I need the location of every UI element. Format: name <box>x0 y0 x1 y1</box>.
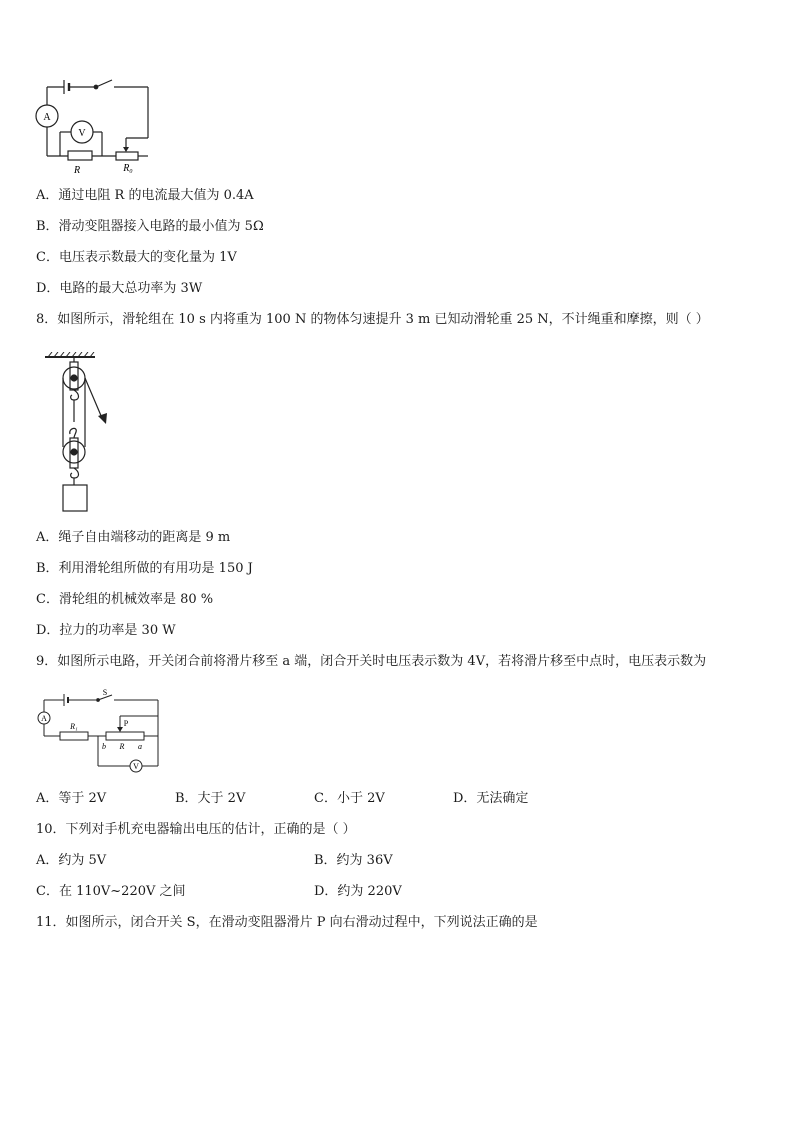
resistor-label: R <box>73 165 81 176</box>
q8-option-d: D．拉力的功率是 30 W <box>36 623 176 638</box>
q7-circuit-diagram <box>34 74 164 178</box>
q9-option-a: A．等于 2V <box>36 791 107 806</box>
q7-option-a: A．通过电阻 R 的电流最大值为 0.4A <box>36 188 254 203</box>
end-a-label: a <box>138 742 142 751</box>
q10-stem: 10．下列对手机充电器输出电压的估计，正确的是（ ） <box>36 822 356 837</box>
q8-stem: 8．如图所示，滑轮组在 10 s 内将重为 100 N 的物体匀速提升 3 m 已知动滑轮重 25 N，不计绳重和摩擦，则（ ） <box>36 312 709 327</box>
q8-option-c: C．滑轮组的机械效率是 80 % <box>36 592 214 607</box>
q7-option-b: B．滑动变阻器接入电路的最小值为 5Ω <box>36 219 264 234</box>
q10-option-b: B．约为 36V <box>314 853 393 868</box>
q8-option-b: B．利用滑轮组所做的有用功是 150 J <box>36 561 253 576</box>
rheostat-label: R₀ <box>123 163 133 174</box>
q8-pulley-diagram <box>40 352 120 514</box>
ammeter-label: A <box>43 112 51 123</box>
q10-option-c: C．在 110V~220V 之间 <box>36 884 186 899</box>
q7-option-d: D．电路的最大总功率为 3W <box>36 281 203 296</box>
q8-option-a: A．绳子自由端移动的距离是 9 m <box>36 530 231 545</box>
switch-label: S <box>102 688 108 697</box>
end-b-label: b <box>102 742 106 751</box>
ammeter-label: A <box>41 714 47 723</box>
q9-option-d: D．无法确定 <box>453 791 529 806</box>
q10-option-a: A．约为 5V <box>36 853 107 868</box>
q7-option-c: C．电压表示数最大的变化量为 1V <box>36 250 237 265</box>
rheostat-label: R <box>119 742 125 751</box>
voltmeter-label: V <box>78 128 86 139</box>
q9-stem: 9．如图所示电路，开关闭合前将滑片移至 a 端，闭合开关时电压表示数为 4V，若将滑片移至中点时，电压表示数为 <box>36 654 707 669</box>
q10-option-d: D．约为 220V <box>314 884 402 899</box>
q11-stem: 11．如图所示，闭合开关 S，在滑动变阻器滑片 P 向右滑动过程中，下列说法正确的是 <box>36 915 538 930</box>
q9-option-c: C．小于 2V <box>314 791 385 806</box>
voltmeter-label: V <box>133 762 139 771</box>
q9-circuit-diagram <box>34 688 166 776</box>
fixed-resistor-label: R₁ <box>70 722 78 731</box>
slider-label: P <box>123 719 129 728</box>
q9-option-b: B．大于 2V <box>175 791 246 806</box>
